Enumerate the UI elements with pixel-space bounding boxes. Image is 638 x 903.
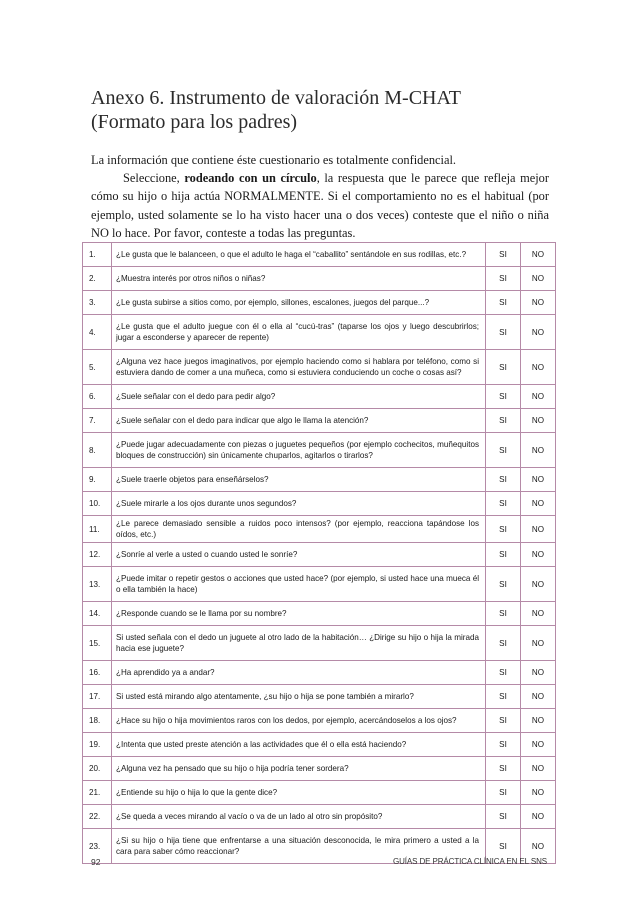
table-row — [83, 805, 556, 829]
answer-no[interactable]: NO — [521, 516, 556, 543]
question-number: 4. — [83, 315, 112, 350]
answer-si[interactable]: SI — [486, 243, 521, 267]
answer-si[interactable]: SI — [486, 829, 521, 864]
question-number: 14. — [83, 602, 112, 626]
answer-si[interactable]: SI — [486, 468, 521, 492]
answer-no[interactable]: NO — [521, 709, 556, 733]
answer-si[interactable]: SI — [486, 409, 521, 433]
answer-si[interactable]: SI — [486, 781, 521, 805]
question-number: 5. — [83, 350, 112, 385]
answer-si[interactable]: SI — [486, 267, 521, 291]
table-row — [83, 409, 556, 433]
question-number: 15. — [83, 626, 112, 661]
question-number: 23. — [83, 829, 112, 864]
answer-no[interactable]: NO — [521, 267, 556, 291]
question-number: 18. — [83, 709, 112, 733]
table-row — [83, 385, 556, 409]
table-row — [83, 661, 556, 685]
table-row — [83, 350, 556, 385]
answer-si[interactable]: SI — [486, 661, 521, 685]
questionnaire-body — [83, 243, 556, 864]
intro-p2-emphasis: rodeando con un círculo — [184, 171, 317, 186]
answer-si[interactable]: SI — [486, 626, 521, 661]
question-text: ¿Intenta que usted preste atención a las actividades que él o ella está haciendo? — [112, 733, 486, 757]
table-row — [83, 757, 556, 781]
answer-si[interactable]: SI — [486, 543, 521, 567]
page-number: 92 — [91, 857, 101, 867]
table-row — [83, 543, 556, 567]
question-text: ¿Suele traerle objetos para enseñárselos? — [112, 468, 486, 492]
intro-paragraph-1: La información que contiene éste cuestionario es totalmente confidencial. — [91, 153, 457, 167]
mchat-questionnaire-table — [82, 242, 556, 864]
answer-no[interactable]: NO — [521, 829, 556, 864]
answer-si[interactable]: SI — [486, 733, 521, 757]
question-text: ¿Si su hijo o hija tiene que enfrentarse a una situación desconocida, le mira primero a usted a la cara para saber cómo reaccionar? — [112, 829, 486, 864]
answer-no[interactable]: NO — [521, 409, 556, 433]
question-text: ¿Suele señalar con el dedo para indicar que algo le llama la atención? — [112, 409, 486, 433]
answer-no[interactable]: NO — [521, 315, 556, 350]
page-title-line-2: (Formato para los padres) — [91, 111, 298, 133]
question-text: ¿Responde cuando se le llama por su nombre? — [112, 602, 486, 626]
table-row — [83, 492, 556, 516]
question-text: ¿Alguna vez hace juegos imaginativos, por ejemplo haciendo como si hablara por teléfono, como si estuviera dando de comer a una muñeca, como si estuviera conduciendo un coche o cosas así? — [112, 350, 486, 385]
question-number: 13. — [83, 567, 112, 602]
table-row — [83, 243, 556, 267]
answer-no[interactable]: NO — [521, 781, 556, 805]
question-text: ¿Le gusta que el adulto juegue con él o ella al “cucú-tras” (taparse los ojos y luego descubrirlos; jugar a esconderse y aparecer de repente) — [112, 315, 486, 350]
answer-si[interactable]: SI — [486, 567, 521, 602]
page-title-line-1: Anexo 6. Instrumento de valoración M-CHAT — [91, 87, 461, 109]
question-number: 8. — [83, 433, 112, 468]
answer-no[interactable]: NO — [521, 805, 556, 829]
page-title — [91, 86, 571, 134]
table-row — [83, 315, 556, 350]
answer-no[interactable]: NO — [521, 468, 556, 492]
answer-no[interactable]: NO — [521, 291, 556, 315]
answer-si[interactable]: SI — [486, 805, 521, 829]
answer-no[interactable]: NO — [521, 492, 556, 516]
question-text: ¿Alguna vez ha pensado que su hijo o hija podría tener sordera? — [112, 757, 486, 781]
answer-no[interactable]: NO — [521, 350, 556, 385]
question-number: 10. — [83, 492, 112, 516]
answer-no[interactable]: NO — [521, 685, 556, 709]
question-text: ¿Le gusta que le balanceen, o que el adulto le haga el “caballito” sentándole en sus rodillas, etc.? — [112, 243, 486, 267]
answer-si[interactable]: SI — [486, 315, 521, 350]
table-row — [83, 709, 556, 733]
answer-no[interactable]: NO — [521, 626, 556, 661]
question-text: Si usted está mirando algo atentamente, ¿su hijo o hija se pone también a mirarlo? — [112, 685, 486, 709]
question-number: 1. — [83, 243, 112, 267]
table-row — [83, 781, 556, 805]
question-text: Si usted señala con el dedo un juguete al otro lado de la habitación… ¿Dirige su hijo o hija la mirada hacia ese juguete? — [112, 626, 486, 661]
table-row — [83, 516, 556, 543]
answer-no[interactable]: NO — [521, 433, 556, 468]
intro-text — [91, 151, 549, 242]
answer-no[interactable]: NO — [521, 757, 556, 781]
question-text: ¿Muestra interés por otros niños o niñas? — [112, 267, 486, 291]
question-number: 11. — [83, 516, 112, 543]
answer-no[interactable]: NO — [521, 385, 556, 409]
answer-no[interactable]: NO — [521, 661, 556, 685]
question-text: ¿Ha aprendido ya a andar? — [112, 661, 486, 685]
question-text: ¿Hace su hijo o hija movimientos raros con los dedos, por ejemplo, acercándoselos a los ojos? — [112, 709, 486, 733]
table-row — [83, 291, 556, 315]
table-row — [83, 602, 556, 626]
question-text: ¿Entiende su hijo o hija lo que la gente dice? — [112, 781, 486, 805]
question-number: 7. — [83, 409, 112, 433]
question-number: 19. — [83, 733, 112, 757]
question-number: 9. — [83, 468, 112, 492]
question-number: 6. — [83, 385, 112, 409]
question-number: 21. — [83, 781, 112, 805]
answer-si[interactable]: SI — [486, 602, 521, 626]
question-text: ¿Suele señalar con el dedo para pedir algo? — [112, 385, 486, 409]
table-row — [83, 433, 556, 468]
question-text: ¿Puede jugar adecuadamente con piezas o juguetes pequeños (por ejemplo cochecitos, muñequitos bloques de construcción) sin únicamente chuparlos, agitarlos o tirarlos? — [112, 433, 486, 468]
question-number: 17. — [83, 685, 112, 709]
question-number: 3. — [83, 291, 112, 315]
question-text: ¿Se queda a veces mirando al vacío o va de un lado al otro sin propósito? — [112, 805, 486, 829]
question-number: 20. — [83, 757, 112, 781]
intro-p2-start: Seleccione, — [123, 171, 185, 186]
table-row — [83, 267, 556, 291]
answer-no[interactable]: NO — [521, 602, 556, 626]
answer-si[interactable]: SI — [486, 291, 521, 315]
question-number: 12. — [83, 543, 112, 567]
answer-no[interactable]: NO — [521, 543, 556, 567]
answer-no[interactable]: NO — [521, 243, 556, 267]
question-text: ¿Suele mirarle a los ojos durante unos segundos? — [112, 492, 486, 516]
question-text: ¿Puede imitar o repetir gestos o acciones que usted hace? (por ejemplo, si usted hace una mueca él o ella también la hace) — [112, 567, 486, 602]
answer-si[interactable]: SI — [486, 350, 521, 385]
intro-paragraph-2 — [91, 169, 549, 242]
question-text: ¿Le gusta subirse a sitios como, por ejemplo, sillones, escalones, juegos del parque...? — [112, 291, 486, 315]
answer-no[interactable]: NO — [521, 733, 556, 757]
answer-si[interactable]: SI — [486, 757, 521, 781]
intro-p2-rest: , la respuesta que le parece que refleja mejor cómo su hijo o hija actúa NORMALMENTE. Si el comportamiento no es el habitual (por ejemplo, usted solamente se lo ha visto hacer una o dos veces) conteste que el niño o niña NO lo hace. Por favor, conteste a todas las preguntas. — [91, 171, 549, 240]
answer-si[interactable]: SI — [486, 433, 521, 468]
question-number: 2. — [83, 267, 112, 291]
table-row — [83, 733, 556, 757]
table-row — [83, 685, 556, 709]
question-number: 22. — [83, 805, 112, 829]
footer-guide-title: GUÍAS DE PRÁCTICA CLÍNICA EN EL SNS — [392, 857, 547, 866]
question-number: 16. — [83, 661, 112, 685]
answer-si[interactable]: SI — [486, 685, 521, 709]
table-row — [83, 626, 556, 661]
answer-si[interactable]: SI — [486, 516, 521, 543]
table-row — [83, 468, 556, 492]
answer-si[interactable]: SI — [486, 385, 521, 409]
question-text: ¿Sonríe al verle a usted o cuando usted le sonríe? — [112, 543, 486, 567]
answer-si[interactable]: SI — [486, 709, 521, 733]
table-row — [83, 567, 556, 602]
answer-no[interactable]: NO — [521, 567, 556, 602]
answer-si[interactable]: SI — [486, 492, 521, 516]
question-text: ¿Le parece demasiado sensible a ruidos poco intensos? (por ejemplo, reacciona tapándose los oídos, etc.) — [112, 516, 486, 543]
